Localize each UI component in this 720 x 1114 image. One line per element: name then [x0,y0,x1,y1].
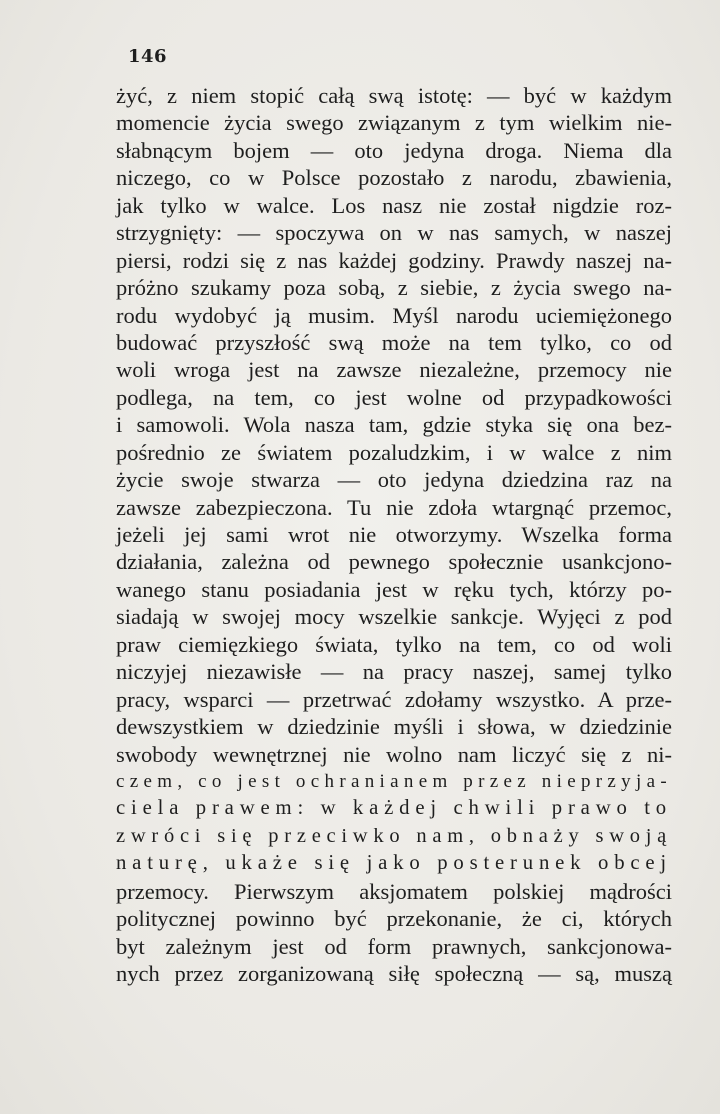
text-line: przemocy. Pierwszym aksjomatem polskiej mądrości [116,878,672,904]
text-line: strzygnięty: — spoczywa on w nas samych, w naszej [116,220,672,246]
text-line: wanego stanu posiadania jest w ręku tych, którzy po- [116,576,672,602]
text-line-spaced: czem, co jest ochranianem przez nieprzyja- [116,770,672,792]
text-line: podlega, na tem, co jest wolne od przypadkowości [116,384,672,410]
text-line: jak tylko w walce. Los nasz nie został nigdzie roz- [116,192,672,218]
text-line: pracy, wsparci — przetrwać zdołamy wszystko. A prze- [116,686,672,712]
text-line: piersi, rodzi się z nas każdej godziny. Prawdy naszej na- [116,247,672,273]
text-line: i samowoli. Wola nasza tam, gdzie styka się ona bez- [116,412,672,438]
text-line: działania, zależna od pewnego społecznie usankcjono- [116,549,672,575]
page-number: 146 [128,46,168,67]
text-line: politycznej powinno być przekonanie, że ci, których [116,906,672,932]
text-line: życie swoje stwarza — oto jedyna dziedzina raz na [116,467,672,493]
text-line-spaced: naturę, ukaże się jako posterunek obcej [116,852,672,875]
body-text [116,82,672,987]
text-line: próżno szukamy poza sobą, z siebie, z życia swego na- [116,275,672,301]
text-line: swobody wewnętrznej nie wolno nam liczyć się z ni- [116,741,672,767]
text-line: słabnącym bojem — oto jedyna droga. Niema dla [116,137,672,163]
text-line: byt zależnym jest od form prawnych, sankcjonowa- [116,933,672,959]
text-line: nych przez zorganizowaną siłę społeczną — są, muszą [116,961,672,986]
text-line: siadają w swojej mocy wszelkie sankcje. Wyjęci z pod [116,604,672,630]
text-line: żyć, z niem stopić całą swą istotę: — być w każdym [116,83,672,108]
text-line: rodu wydobyć ją musim. Myśl narodu uciemiężonego [116,302,672,328]
text-line: dewszystkiem w dziedzinie myśli i słowa, w dziedzinie [116,714,672,740]
text-line: budować przyszłość swą może na tem tylko, co od [116,329,672,355]
text-line-spaced: ciela prawem: w każdej chwili prawo to [116,797,672,820]
text-line: pośrednio ze światem pozaludzkim, i w walce z nim [116,439,672,465]
text-line: jeżeli jej sami wrot nie otworzymy. Wszelka forma [116,522,672,547]
text-line: woli wroga jest na zawsze niezależne, przemocy nie [116,357,672,383]
text-line: niczego, co w Polsce pozostało z narodu, zbawienia, [116,165,672,191]
text-line: praw ciemięzkiego świata, tylko na tem, co od woli [116,631,672,657]
text-line: zawsze zabezpieczona. Tu nie zdoła wtargnąć przemoc, [116,494,672,520]
text-line: momencie życia swego związanym z tym wielkim nie- [116,110,672,136]
text-line: niczyjej niezawisłe — na pracy naszej, samej tylko [116,659,672,685]
text-line-spaced: zwróci się przeciwko nam, obnaży swoją [116,824,672,847]
